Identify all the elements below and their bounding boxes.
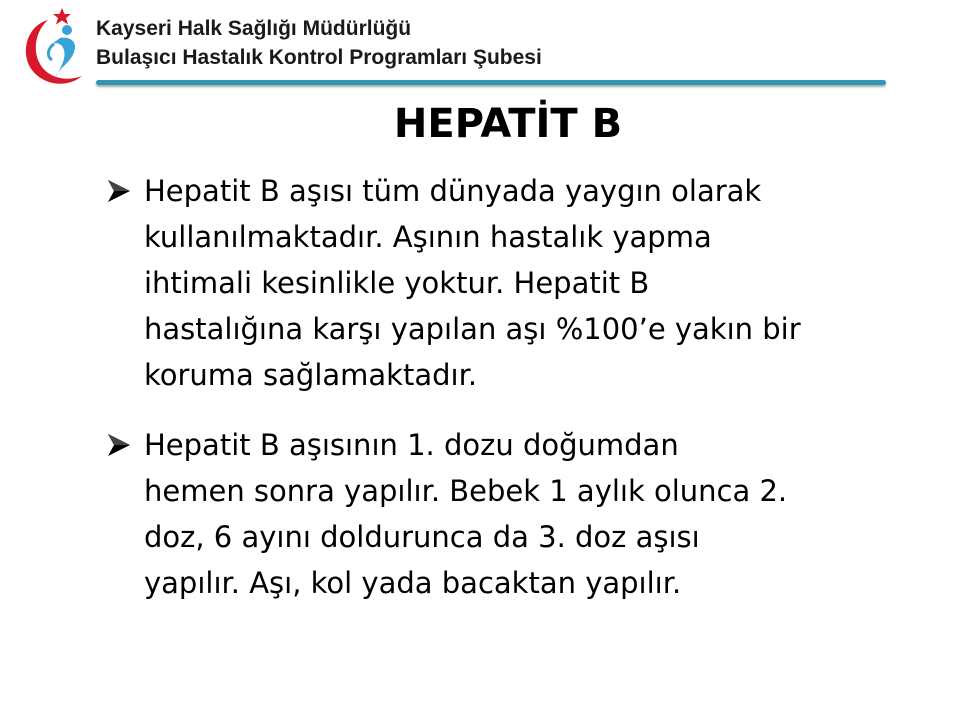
health-ministry-logo-icon bbox=[18, 6, 92, 90]
header-divider bbox=[96, 80, 886, 85]
bullet-item bbox=[106, 168, 906, 398]
organization-name-line-1: Kayseri Halk Sağlığı Müdürlüğü bbox=[96, 17, 412, 40]
organization-name-line-2: Bulaşıcı Hastalık Kontrol Programları Şubesi bbox=[96, 46, 542, 69]
bullet-item bbox=[106, 422, 906, 606]
bullet-text: Hepatit B aşısının 1. dozu doğumdan hemen sonra yapılır. Bebek 1 aylık olunca 2. doz, 6 ayını doldurunca da 3. doz aşısı yapılır. Aşı, kol yada bacaktan yapılır. bbox=[144, 428, 788, 600]
arrow-bullet-icon bbox=[106, 178, 132, 204]
bullet-text: Hepatit B aşısı tüm dünyada yaygın olarak kullanılmaktadır. Aşının hastalık yapma ihtimali kesinlikle yoktur. Hepatit B hastalığına karşı yapılan aşı %100’e yakın bir koruma sağlamaktadır. bbox=[144, 174, 801, 392]
slide-title: HEPATİT B bbox=[393, 101, 623, 147]
bullet-list bbox=[106, 168, 906, 630]
organization-name bbox=[96, 14, 542, 72]
arrow-bullet-icon bbox=[106, 432, 132, 458]
